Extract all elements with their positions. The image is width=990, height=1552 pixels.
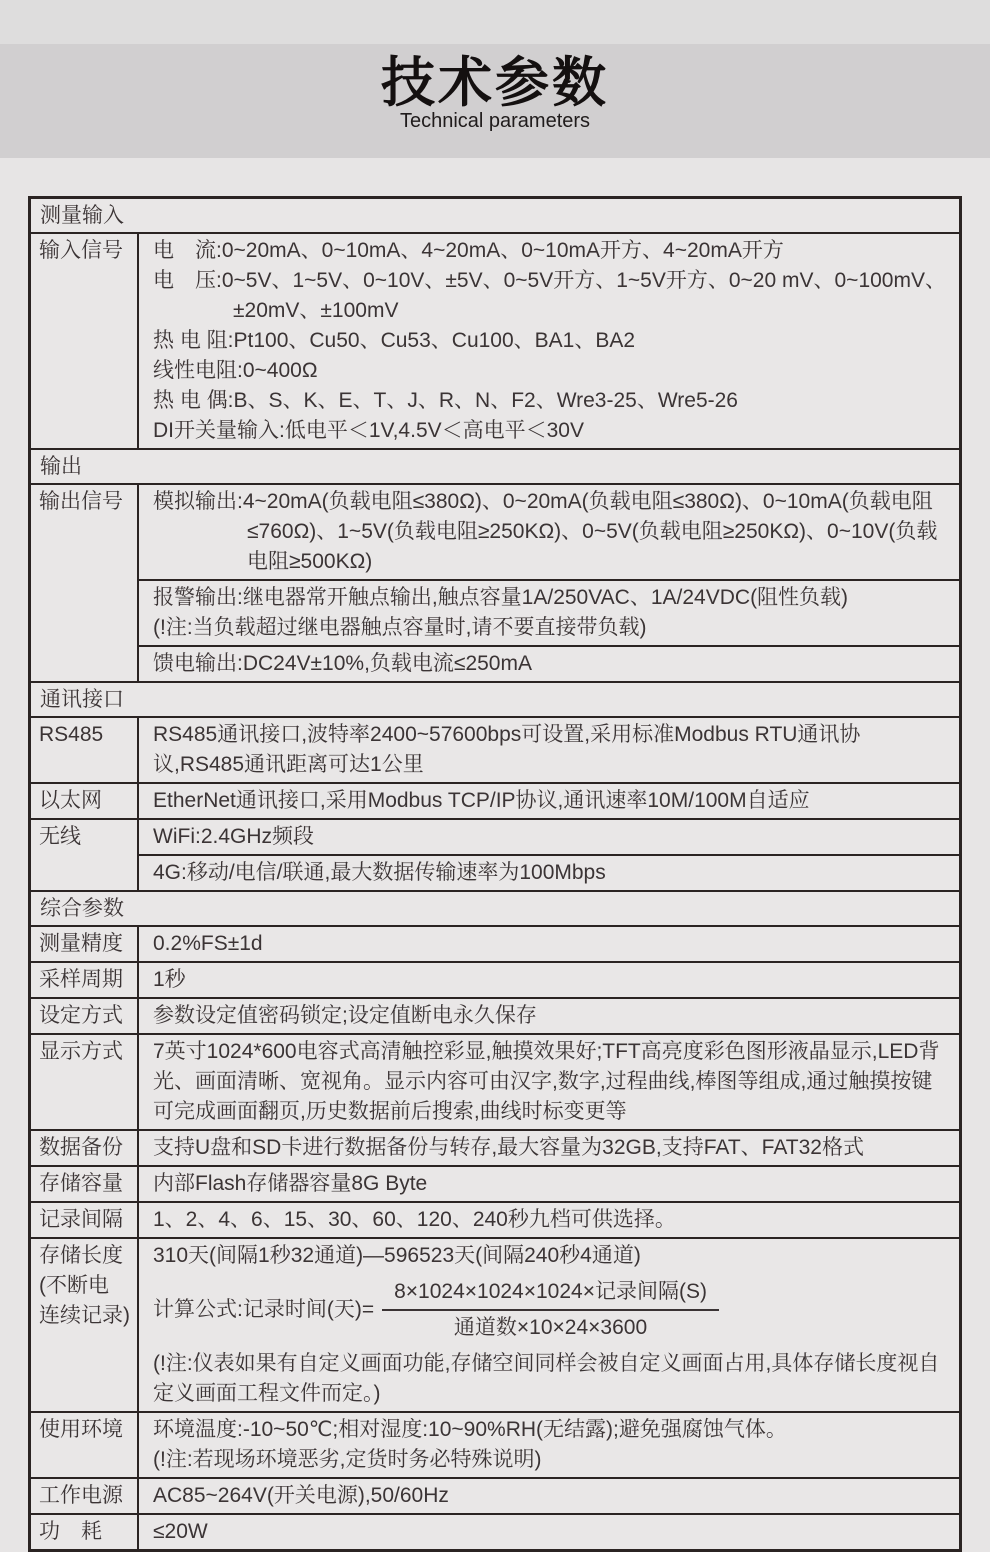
spec-row bbox=[31, 961, 959, 997]
formula-denominator: 通道数×10×24×3600 bbox=[453, 1316, 648, 1339]
spec-line: DI开关量输入:低电平＜1V,4.5V＜高电平＜30V bbox=[153, 419, 584, 442]
row-value bbox=[139, 963, 959, 997]
spec-row bbox=[31, 1513, 959, 1549]
row-label bbox=[31, 820, 139, 890]
spec-cell bbox=[139, 1515, 959, 1549]
spec-cell bbox=[139, 784, 959, 818]
spec-cell bbox=[139, 718, 959, 782]
spec-line: 热 电 偶:B、S、K、E、T、J、R、N、F2、Wre3-25、Wre5-26 bbox=[153, 389, 738, 412]
formula-prefix: 计算公式:记录时间(天)= bbox=[153, 1298, 375, 1321]
row-label-line: 采样周期 bbox=[39, 968, 123, 991]
row-value bbox=[139, 718, 959, 782]
spec-cell bbox=[139, 579, 959, 645]
row-value bbox=[139, 1203, 959, 1237]
row-label-line: 功 耗 bbox=[39, 1520, 102, 1543]
spec-cell bbox=[139, 854, 959, 890]
row-value bbox=[139, 820, 959, 890]
spec-line: 电 流:0~20mA、0~10mA、4~20mA、0~10mA开方、4~20mA开方 bbox=[153, 239, 784, 262]
section-row: 输出 bbox=[31, 448, 959, 483]
spec-cell bbox=[139, 234, 959, 448]
row-label bbox=[31, 1131, 139, 1165]
row-label-line: 无线 bbox=[39, 825, 81, 848]
row-label-line: 输出信号 bbox=[39, 490, 123, 513]
row-label bbox=[31, 927, 139, 961]
page-subtitle: Technical parameters bbox=[399, 110, 591, 132]
spec-cell bbox=[139, 645, 959, 681]
row-value bbox=[139, 234, 959, 448]
spec-cell bbox=[139, 927, 959, 961]
row-label bbox=[31, 1035, 139, 1129]
spec-cell bbox=[139, 1035, 959, 1129]
spec-line: AC85~264V(开关电源),50/60Hz bbox=[153, 1484, 449, 1507]
spec-line: 内部Flash存储器容量8G Byte bbox=[153, 1172, 428, 1195]
row-label-line: 存储容量 bbox=[39, 1172, 123, 1195]
spec-line: 热 电 阻:Pt100、Cu50、Cu53、Cu100、BA1、BA2 bbox=[153, 329, 636, 352]
spec-line: 1、2、4、6、15、30、60、120、240秒九档可供选择。 bbox=[153, 1208, 676, 1231]
page-title: 技术参数 bbox=[381, 53, 609, 113]
spec-row bbox=[31, 1165, 959, 1201]
spec-line: 支持U盘和SD卡进行数据备份与转存,最大容量为32GB,支持FAT、FAT32格式 bbox=[153, 1136, 864, 1159]
title-band bbox=[0, 44, 990, 158]
row-value bbox=[139, 1131, 959, 1165]
row-label-line: 以太网 bbox=[39, 789, 102, 812]
spec-row bbox=[31, 1129, 959, 1165]
spec-row bbox=[31, 997, 959, 1033]
row-label-line: 记录间隔 bbox=[39, 1208, 123, 1231]
spec-line: 环境温度:-10~50℃;相对湿度:10~90%RH(无结露);避免强腐蚀气体。 bbox=[153, 1418, 787, 1441]
spec-line: 7英寸1024*600电容式高清触控彩显,触摸效果好;TFT高亮度彩色图形液晶显示,LED背光、画面清晰、宽视角。显示内容可由汉字,数字,过程曲线,棒图等组成,通过触摸按键可完成画面翻页,历史数据前后搜索,曲线时标变更等 bbox=[153, 1040, 940, 1123]
row-value bbox=[139, 1167, 959, 1201]
spec-line: 参数设定值密码锁定;设定值断电永久保存 bbox=[153, 1004, 537, 1027]
row-label-line: 显示方式 bbox=[39, 1040, 123, 1063]
spec-cell bbox=[139, 1167, 959, 1201]
spec-cell bbox=[139, 1239, 959, 1411]
spec-cell bbox=[139, 999, 959, 1033]
row-label bbox=[31, 1479, 139, 1513]
row-label bbox=[31, 1515, 139, 1549]
spec-line: 模拟输出:4~20mA(负载电阻≤380Ω)、0~20mA(负载电阻≤380Ω)、0~10mA(负载电阻≤760Ω)、1~5V(负载电阻≥250KΩ)、0~5V(负载电阻≥250KΩ)、0~10V(负载电阻≥500KΩ) bbox=[153, 490, 938, 573]
spec-line: 4G:移动/电信/联通,最大数据传输速率为100Mbps bbox=[153, 861, 606, 884]
row-label bbox=[31, 1167, 139, 1201]
row-label-line: 连续记录) bbox=[39, 1304, 130, 1327]
formula-numerator: 8×1024×1024×1024×记录间隔(S) bbox=[382, 1276, 719, 1311]
row-label bbox=[31, 1239, 139, 1411]
row-value bbox=[139, 1515, 959, 1549]
row-value bbox=[139, 1239, 959, 1411]
row-label bbox=[31, 1203, 139, 1237]
section-row: 通讯接口 bbox=[31, 681, 959, 716]
row-label-line: (不断电 bbox=[39, 1274, 109, 1297]
row-label-line: 设定方式 bbox=[39, 1004, 123, 1027]
row-label-line: RS485 bbox=[39, 723, 104, 746]
record-time-formula bbox=[153, 1276, 951, 1344]
spec-row bbox=[31, 1201, 959, 1237]
spec-row bbox=[31, 716, 959, 782]
spec-line: 电 压:0~5V、1~5V、0~10V、±5V、0~5V开方、1~5V开方、0~20 mV、0~100mV、±20mV、±100mV bbox=[153, 269, 946, 322]
section-row: 综合参数 bbox=[31, 890, 959, 925]
row-label-line: 输入信号 bbox=[39, 239, 123, 262]
spec-row bbox=[31, 483, 959, 681]
spec-row bbox=[31, 232, 959, 448]
row-label bbox=[31, 718, 139, 782]
spec-line: 报警输出:继电器常开触点输出,触点容量1A/250VAC、1A/24VDC(阻性负载) bbox=[153, 586, 849, 609]
spec-line: (!注:若现场环境恶劣,定货时务必特殊说明) bbox=[153, 1448, 542, 1471]
section-row: 测量输入 bbox=[40, 204, 124, 227]
spec-cell bbox=[139, 820, 959, 854]
spec-row bbox=[31, 1237, 959, 1411]
row-label bbox=[31, 1413, 139, 1477]
spec-line: 线性电阻:0~400Ω bbox=[153, 359, 318, 382]
row-label-line: 存储长度 bbox=[39, 1244, 123, 1267]
spec-line: (!注:仪表如果有自定义画面功能,存储空间同样会被自定义画面占用,具体存储长度视自定义画面工程文件而定。) bbox=[153, 1352, 940, 1405]
spec-table bbox=[28, 196, 962, 1552]
row-label-line: 使用环境 bbox=[39, 1418, 123, 1441]
spec-cell bbox=[139, 1413, 959, 1477]
spec-line: 310天(间隔1秒32通道)—596523天(间隔240秒4通道) bbox=[153, 1244, 641, 1267]
spec-cell bbox=[139, 963, 959, 997]
spec-line: 馈电输出:DC24V±10%,负载电流≤250mA bbox=[153, 652, 532, 675]
row-label bbox=[31, 999, 139, 1033]
spec-line: EtherNet通讯接口,采用Modbus TCP/IP协议,通讯速率10M/100M自适应 bbox=[153, 789, 810, 812]
spec-row bbox=[31, 1477, 959, 1513]
spec-row bbox=[31, 818, 959, 890]
spec-line: 1秒 bbox=[153, 968, 186, 991]
spec-line: WiFi:2.4GHz频段 bbox=[153, 825, 315, 848]
spec-line: RS485通讯接口,波特率2400~57600bps可设置,采用标准Modbus RTU通讯协议,RS485通讯距离可达1公里 bbox=[153, 723, 861, 776]
spec-cell bbox=[139, 1131, 959, 1165]
spec-cell bbox=[139, 1479, 959, 1513]
row-value bbox=[139, 999, 959, 1033]
row-value bbox=[139, 927, 959, 961]
spec-line: (!注:当负载超过继电器触点容量时,请不要直接带负载) bbox=[153, 616, 647, 639]
row-value bbox=[139, 485, 959, 681]
formula-fraction bbox=[382, 1276, 719, 1344]
spec-cell bbox=[139, 1203, 959, 1237]
row-value bbox=[139, 1035, 959, 1129]
row-label bbox=[31, 784, 139, 818]
spec-row bbox=[31, 925, 959, 961]
top-strip bbox=[0, 0, 990, 44]
spec-row bbox=[31, 782, 959, 818]
row-label bbox=[31, 963, 139, 997]
spec-row bbox=[31, 1033, 959, 1129]
row-value bbox=[139, 1479, 959, 1513]
row-label bbox=[31, 234, 139, 448]
spec-cell bbox=[139, 485, 959, 579]
spec-line: 0.2%FS±1d bbox=[153, 932, 263, 955]
row-label-line: 工作电源 bbox=[39, 1484, 123, 1507]
row-label-line: 数据备份 bbox=[39, 1136, 123, 1159]
row-value bbox=[139, 1413, 959, 1477]
spec-row bbox=[31, 1411, 959, 1477]
row-value bbox=[139, 784, 959, 818]
spec-line: ≤20W bbox=[153, 1520, 208, 1543]
row-label bbox=[31, 485, 139, 681]
row-label-line: 测量精度 bbox=[39, 932, 123, 955]
